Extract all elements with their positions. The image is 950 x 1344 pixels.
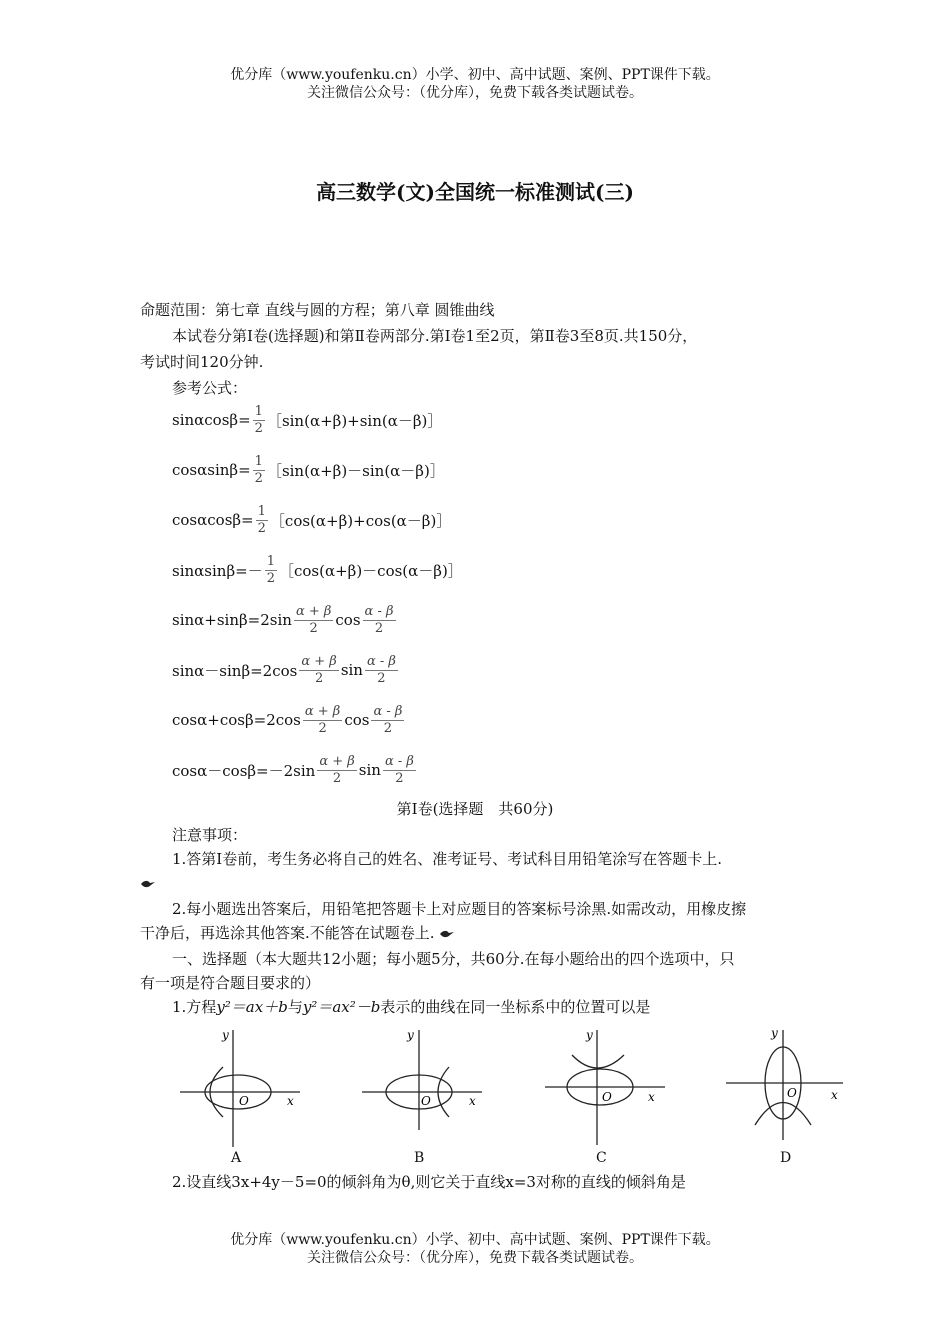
formula-6 <box>172 650 400 690</box>
question-2: 2.设直线3x+4y－5=0的倾斜角为θ,则它关于直线x=3对称的直线的倾斜角是 <box>172 1173 686 1191</box>
y-label: y <box>771 1026 778 1040</box>
option-d-label: D <box>780 1150 792 1166</box>
frac-den: 2 <box>254 470 263 486</box>
x-label: x <box>287 1094 294 1108</box>
frac-den: 2 <box>266 570 275 586</box>
page-header-top <box>0 66 950 102</box>
fraction <box>294 604 333 637</box>
fraction <box>253 404 265 437</box>
note-2b: 干净后，再选涂其他答案.不能答在试题卷上. <box>140 924 435 942</box>
formula-lhs: cosαsinβ= <box>172 461 251 479</box>
frac-num: 1 <box>254 403 263 419</box>
q1-pre: 1.方程 <box>172 998 217 1016</box>
formula-lhs: cosα－cosβ=－2sin <box>172 761 316 780</box>
frac-den: 2 <box>254 420 263 436</box>
formula-lhs: cosαcosβ= <box>172 511 254 529</box>
option-a-label: A <box>231 1150 242 1166</box>
part1-line-1: 一、选择题（本大题共12小题；每小题5分，共60分.在每小题给出的四个选项中，只 <box>172 950 735 968</box>
notes-label: 注意事项： <box>172 826 248 844</box>
formula-lhs: cosα+cosβ=2cos <box>172 711 301 729</box>
formula-lhs: sinαcosβ= <box>172 411 251 429</box>
note-2a: 2.每小题选出答案后，用铅笔把答题卡上对应题目的答案标号涂黑.如需改动，用橡皮擦 <box>172 900 747 918</box>
y-label: y <box>586 1028 593 1042</box>
frac-den: 2 <box>374 620 384 636</box>
formula-lhs: sinα－sinβ=2cos <box>172 661 298 680</box>
formula-5 <box>172 600 398 640</box>
frac-den: 2 <box>309 620 318 636</box>
formula-rhs: ［cos(α+β)+cos(α－β)］ <box>269 511 452 530</box>
option-b-label: B <box>414 1150 425 1166</box>
origin-label: O <box>239 1094 249 1108</box>
question-1 <box>172 996 650 1018</box>
fraction <box>317 754 356 787</box>
hand-mark-icon <box>439 929 455 939</box>
graph-c <box>540 1025 670 1150</box>
intro-line-1: 本试卷分第Ⅰ卷(选择题)和第Ⅱ卷两部分.第Ⅰ卷1至2页，第Ⅱ卷3至8页.共150分， <box>172 327 698 345</box>
q1-conj: 与 <box>287 998 303 1016</box>
graph-b <box>357 1025 487 1150</box>
intro-line-2: 考试时间120分钟. <box>140 353 264 371</box>
fraction <box>383 754 416 787</box>
frac-num: α + β <box>319 753 355 769</box>
frac-num: α - β <box>384 753 414 769</box>
frac-num: α + β <box>304 703 341 719</box>
formula-7 <box>172 700 406 740</box>
hand-mark-icon <box>140 879 156 889</box>
fraction <box>256 504 268 537</box>
fraction <box>299 654 338 687</box>
frac-den: 2 <box>332 770 342 786</box>
formula-mid: cos <box>344 711 370 729</box>
formula-1 <box>172 400 442 440</box>
fraction <box>365 654 398 687</box>
frac-num: α - β <box>366 653 396 669</box>
header-line-2: 关注微信公众号：（优分库），免费下载各类试题试卷。 <box>307 85 643 101</box>
frac-num: α + β <box>301 653 337 669</box>
formula-mid: sin <box>340 661 363 679</box>
formula-mid: cos <box>335 611 361 629</box>
x-label: x <box>469 1094 476 1108</box>
graph-a <box>175 1025 305 1150</box>
formula-8 <box>172 750 418 790</box>
formula-rhs: ［cos(α+β)－cos(α－β)］ <box>278 561 463 580</box>
q1-post: 表示的曲线在同一坐标系中的位置可以是 <box>380 998 651 1016</box>
frac-den: 2 <box>318 720 327 736</box>
graph-d <box>723 1025 853 1150</box>
frac-den: 2 <box>377 670 386 686</box>
parabola-curve <box>572 1055 624 1068</box>
x-label: x <box>648 1090 655 1104</box>
q1-equation-2: y²＝ax²－b <box>302 998 381 1016</box>
origin-label: O <box>421 1094 431 1108</box>
footer-line-1: 优分库（www.youfenku.cn）小学、初中、高中试题、案例、PPT课件下载。 <box>230 1232 720 1248</box>
page-title: 高三数学(文)全国统一标准测试(三) <box>316 180 634 204</box>
y-label: y <box>222 1028 229 1042</box>
formula-mid: sin <box>358 761 381 779</box>
frac-den: 2 <box>314 670 324 686</box>
section-heading: 第Ⅰ卷(选择题 共60分) <box>396 800 554 818</box>
fraction <box>265 554 277 587</box>
frac-num: 1 <box>257 503 266 519</box>
ref-label: 参考公式： <box>172 379 248 397</box>
x-label: x <box>831 1088 838 1102</box>
fraction <box>303 704 342 737</box>
option-c-label: C <box>596 1150 607 1166</box>
origin-label: O <box>787 1086 797 1100</box>
frac-num: 1 <box>254 453 263 469</box>
part1-line-2: 有一项是符合题目要求的） <box>140 974 321 992</box>
formula-lhs: sinα+sinβ=2sin <box>172 611 292 629</box>
header-line-1: 优分库（www.youfenku.cn）小学、初中、高中试题、案例、PPT课件下载。 <box>230 67 720 83</box>
scope-text: 命题范围：第七章 直线与圆的方程；第八章 圆锥曲线 <box>140 301 495 319</box>
origin-label: O <box>602 1090 612 1104</box>
frac-num: α - β <box>373 703 403 719</box>
note-1-mark <box>140 872 156 894</box>
formula-rhs: ［sin(α+β)+sin(α－β)］ <box>266 411 443 430</box>
formula-rhs: ［sin(α+β)－sin(α－β)］ <box>266 461 445 480</box>
frac-den: 2 <box>395 770 404 786</box>
frac-num: 1 <box>266 553 275 569</box>
formula-2 <box>172 450 445 490</box>
fraction <box>253 454 265 487</box>
fraction <box>363 604 396 637</box>
frac-num: α - β <box>364 603 394 619</box>
frac-den: 2 <box>383 720 393 736</box>
formula-lhs: sinαsinβ=－ <box>172 561 263 580</box>
frac-num: α + β <box>295 603 332 619</box>
y-label: y <box>407 1028 414 1042</box>
frac-den: 2 <box>257 520 266 536</box>
note-2b-row <box>140 922 455 944</box>
formula-3 <box>172 500 451 540</box>
page-footer <box>0 1231 950 1267</box>
q1-equation-1: y²＝ax＋b <box>216 998 288 1016</box>
footer-line-2: 关注微信公众号：（优分库），免费下载各类试题试卷。 <box>307 1250 643 1266</box>
note-1: 1.答第Ⅰ卷前，考生务必将自己的姓名、准考证号、考试科目用铅笔涂写在答题卡上. <box>172 850 723 868</box>
fraction <box>371 704 404 737</box>
formula-4 <box>172 550 463 590</box>
